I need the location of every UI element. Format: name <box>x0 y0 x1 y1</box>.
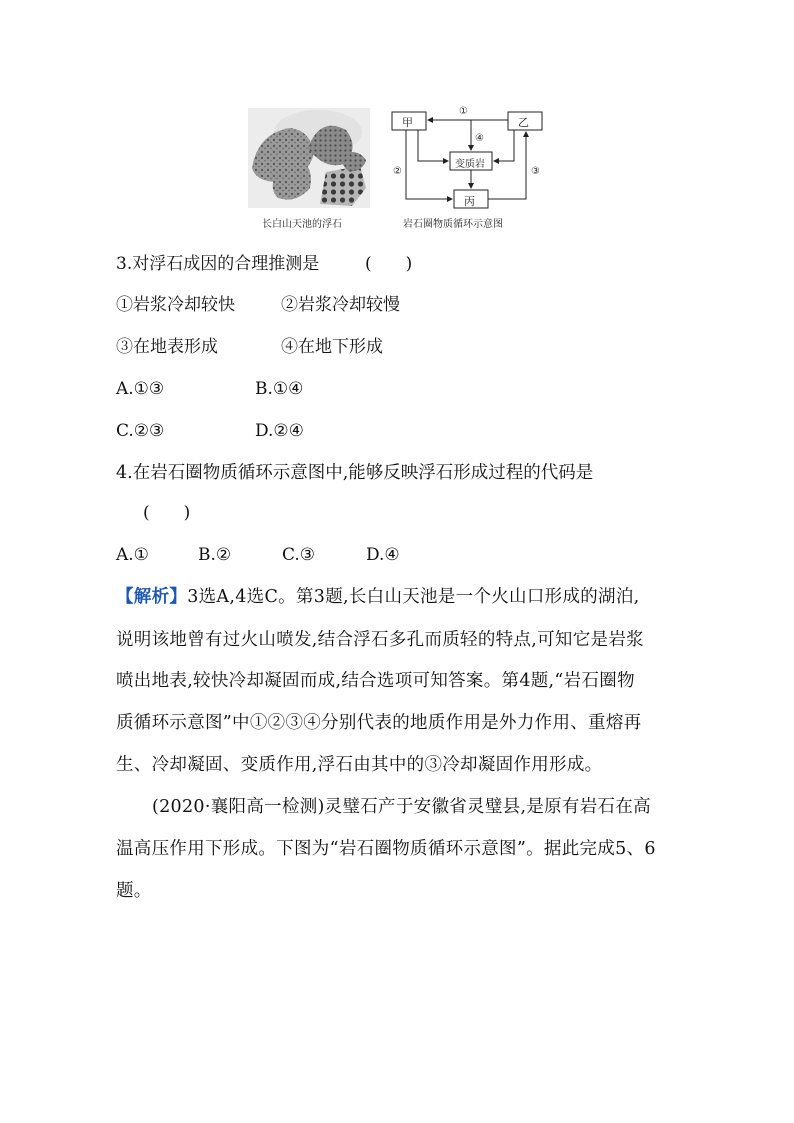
q4-option-c: C.③ <box>282 545 316 565</box>
photo-caption: 长白山天池的浮石 <box>262 219 342 230</box>
q4-option-b: B.② <box>198 545 232 565</box>
node-bing: 丙 <box>464 195 475 208</box>
intro-line-1: (2020·襄阳高一检测)灵璧石产于安徽省灵璧县,是原有岩石在高 <box>152 797 651 817</box>
q4-option-a: A.① <box>116 545 149 565</box>
q3-option-a: A.①③ <box>116 379 165 399</box>
q3-statement-2: ②岩浆冷却较慢 <box>281 295 400 315</box>
node-bianzhiyan: 变质岩 <box>455 159 485 170</box>
q3-option-b: B.①④ <box>255 379 304 399</box>
q3-stem: 3.对浮石成因的合理推测是 <box>116 254 320 274</box>
pumice-photo <box>248 108 370 208</box>
arrow-label-1: ① <box>459 106 468 117</box>
analysis-line-1-text: 3选A,4选C。第3题,长白山天池是一个火山口形成的湖泊, <box>187 587 640 607</box>
q3-statement-4: ④在地下形成 <box>281 337 383 357</box>
q4-answer-paren: ( ) <box>143 503 191 523</box>
analysis-line-2: 说明该地曾有过火山喷发,结合浮石多孔而质轻的特点,可知它是岩浆 <box>116 630 644 650</box>
diagram-caption: 岩石圈物质循环示意图 <box>403 219 503 230</box>
q3-option-c: C.②③ <box>116 421 165 441</box>
arrow-label-2: ② <box>393 166 402 177</box>
arrow-label-3: ③ <box>531 166 540 177</box>
analysis-line-5: 生、冷却凝固、变质作用,浮石由其中的③冷却凝固作用形成。 <box>116 755 603 775</box>
rock-cycle-diagram <box>386 106 556 214</box>
arrow-label-4: ④ <box>475 133 484 144</box>
analysis-line-1 <box>116 586 640 608</box>
intro-line-3: 题。 <box>116 881 152 901</box>
q3-statement-1: ①岩浆冷却较快 <box>116 295 235 315</box>
analysis-line-3: 喷出地表,较快冷却凝固而成,结合选项可知答案。第4题,“岩石圈物 <box>116 671 635 691</box>
q4-option-d: D.④ <box>366 545 400 565</box>
analysis-tag: 【解析】 <box>116 587 188 607</box>
q3-statement-3: ③在地表形成 <box>116 337 218 357</box>
node-yi: 乙 <box>518 116 529 129</box>
analysis-line-4: 质循环示意图”中①②③④分别代表的地质作用是外力作用、重熔再 <box>116 713 642 733</box>
intro-line-2: 温高压作用下形成。下图为“岩石圈物质循环示意图”。据此完成5、6 <box>116 839 656 859</box>
q4-stem: 4.在岩石圈物质循环示意图中,能够反映浮石形成过程的代码是 <box>116 463 594 483</box>
q3-option-d: D.②④ <box>255 421 304 441</box>
q3-answer-paren: ( ) <box>365 254 413 274</box>
node-jia: 甲 <box>402 116 413 129</box>
